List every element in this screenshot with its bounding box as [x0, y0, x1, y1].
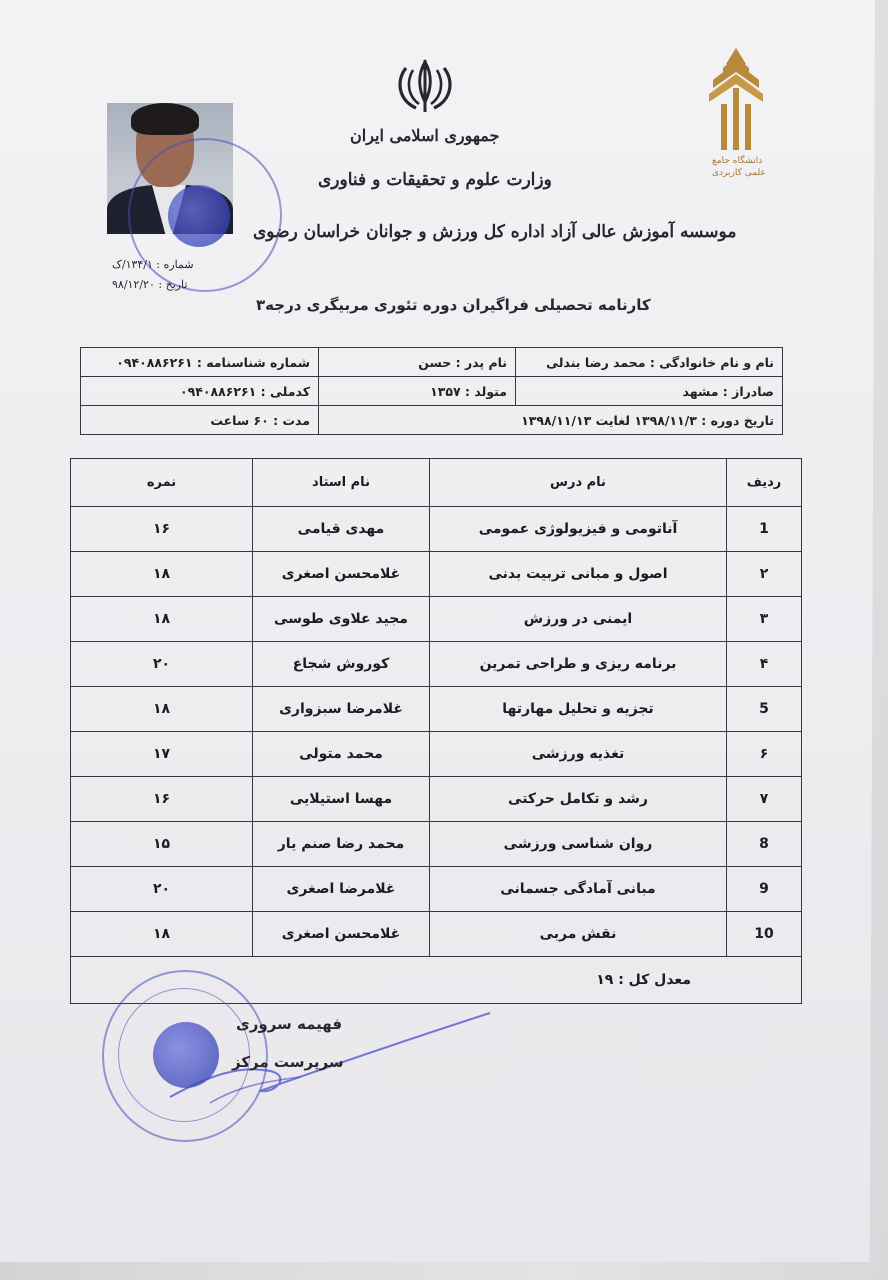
table-row	[71, 822, 802, 867]
student-name: نام و نام خانوادگی : محمد رضا بندلی	[516, 348, 783, 377]
teacher-name: محمد متولی	[253, 732, 430, 777]
table-row	[71, 777, 802, 822]
course-duration: مدت : ۶۰ ساعت	[81, 406, 319, 435]
issued-place: صادراز : مشهد	[516, 377, 783, 406]
row-number: 5	[727, 687, 802, 732]
document-title: کارنامه تحصیلی فراگیران دوره تئوری مربیگری درجه۳	[256, 296, 651, 314]
grade-value: ۱۶	[71, 777, 253, 822]
teacher-name: مهسا استیلایی	[253, 777, 430, 822]
teacher-name: غلامحسن اصغری	[253, 552, 430, 597]
course-name: نقش مربی	[430, 912, 727, 957]
row-number: 9	[727, 867, 802, 912]
teacher-name: غلامرضا اصغری	[253, 867, 430, 912]
father-name: نام پدر : حسن	[319, 348, 516, 377]
course-name: تجزیه و تحلیل مهارتها	[430, 687, 727, 732]
teacher-name: غلامرضا سبزواری	[253, 687, 430, 732]
table-row	[71, 867, 802, 912]
photo-stamp-ball-icon	[168, 185, 230, 247]
grades-header-row	[71, 459, 802, 507]
row-number: ۳	[727, 597, 802, 642]
signatory-title: سرپرست مرکز	[232, 1053, 344, 1071]
course-name: آناتومی و فیزیولوژی عمومی	[430, 507, 727, 552]
signatory-name: فهیمه سروری	[236, 1015, 343, 1033]
teacher-name: مجید علاوی طوسی	[253, 597, 430, 642]
logo-text-1: دانشگاه جامع	[712, 156, 763, 166]
header-line-1: جمهوری اسلامی ایران	[350, 126, 500, 145]
teacher-name: مهدی قیامی	[253, 507, 430, 552]
header-grade: نمره	[71, 459, 253, 507]
reference-date: تاریخ : ۹۸/۱۲/۲۰	[112, 278, 188, 291]
table-row	[71, 552, 802, 597]
row-number: ۴	[727, 642, 802, 687]
teacher-name: کوروش شجاع	[253, 642, 430, 687]
row-number: 10	[727, 912, 802, 957]
course-name: روان شناسی ورزشی	[430, 822, 727, 867]
logo-text-2: علمی کاربردی	[712, 168, 766, 178]
grade-value: ۱۷	[71, 732, 253, 777]
grade-value: ۲۰	[71, 867, 253, 912]
row-number: 8	[727, 822, 802, 867]
row-number: 1	[727, 507, 802, 552]
national-code: کدملی : ۰۹۴۰۸۸۶۲۶۱	[81, 377, 319, 406]
course-name: ایمنی در ورزش	[430, 597, 727, 642]
teacher-name: محمد رضا صنم یار	[253, 822, 430, 867]
course-name: برنامه ریزی و طراحی تمرین	[430, 642, 727, 687]
grade-value: ۱۸	[71, 912, 253, 957]
iran-emblem-icon	[394, 58, 456, 114]
row-number: ۶	[727, 732, 802, 777]
grade-value: ۱۶	[71, 507, 253, 552]
reference-number: شماره : ۱۳۴/۱/ک	[112, 258, 194, 271]
course-name: تغذیه ورزشی	[430, 732, 727, 777]
row-number: ۷	[727, 777, 802, 822]
table-row	[71, 912, 802, 957]
header-row-number: ردیف	[727, 459, 802, 507]
id-number: شماره شناسنامه : ۰۹۴۰۸۸۶۲۶۱	[81, 348, 319, 377]
grades-table	[70, 458, 802, 1004]
course-name: رشد و تکامل حرکتی	[430, 777, 727, 822]
table-row	[71, 642, 802, 687]
university-logo-icon	[705, 48, 767, 156]
row-number: ۲	[727, 552, 802, 597]
grade-value: ۲۰	[71, 642, 253, 687]
header-line-2: وزارت علوم و تحقیقات و فناوری	[318, 170, 552, 190]
grade-value: ۱۵	[71, 822, 253, 867]
grade-value: ۱۸	[71, 687, 253, 732]
teacher-name: غلامحسن اصغری	[253, 912, 430, 957]
overall-average: معدل کل : ۱۹	[71, 957, 802, 1004]
table-row	[71, 597, 802, 642]
table-row	[71, 687, 802, 732]
course-name: اصول و مبانی تربیت بدنی	[430, 552, 727, 597]
course-period: تاریخ دوره : ۱۳۹۸/۱۱/۳ لغایت ۱۳۹۸/۱۱/۱۳	[319, 406, 783, 435]
table-row	[71, 507, 802, 552]
table-row	[71, 732, 802, 777]
student-info-table	[80, 347, 783, 435]
grade-value: ۱۸	[71, 597, 253, 642]
birth-year: متولد : ۱۳۵۷	[319, 377, 516, 406]
header-course: نام درس	[430, 459, 727, 507]
grade-value: ۱۸	[71, 552, 253, 597]
header-teacher: نام استاد	[253, 459, 430, 507]
header-line-3: موسسه آموزش عالی آزاد اداره کل ورزش و جوانان خراسان رضوی	[253, 222, 737, 242]
course-name: مبانی آمادگی جسمانی	[430, 867, 727, 912]
